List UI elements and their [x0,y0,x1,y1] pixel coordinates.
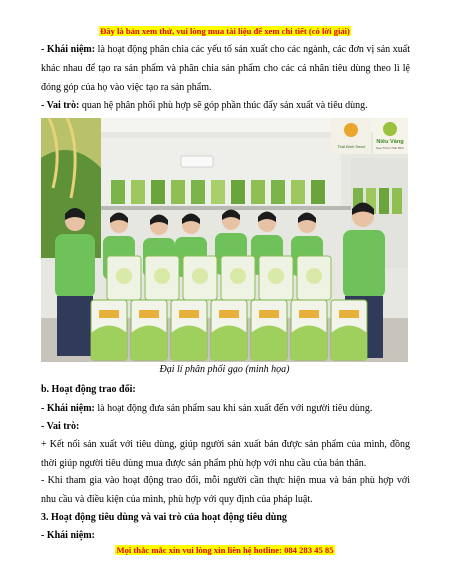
distribution-role: - Vai trò: quan hệ phân phối phù hợp sẽ góp phần thúc đẩy sản xuất và tiêu dùng. [41,100,368,111]
rice-distributor-photo [41,118,408,362]
exchange-role-label: - Vai trò: [41,421,80,432]
photo-illustration [41,118,408,362]
consumption-definition-label: - Khái niệm: [41,530,95,541]
hotline-banner: Mọi thắc mắc xin vui lòng xin liên hệ hotline: 084 283 45 85 [116,545,334,555]
brand-sign-1: Thái Bình Seed [337,144,365,149]
exchange-role-bullet-2: - Khi tham gia vào hoạt động trao đổi, mỗi người cần thực hiện mua và bán phù hợp với nhu cầu và điều kiện của mình, phù hợp với quy định của pháp luật. [41,475,410,505]
preview-banner: Đây là bản xem thử, vui lòng mua tài liệu để xem chi tiết (có lời giải) [100,26,350,36]
distribution-definition: - Khái niệm: là hoạt động phân chia các yếu tố sản xuất cho các ngành, các đơn vị sản xuất khác nhau để tạo ra sản phẩm và phân chia sản phẩm cho các cá nhân tiêu dùng theo lì lệ đóng góp của họ vào việc tạo ra sản phẩm. [41,44,410,93]
photo-caption: Đại lí phân phối gạo (minh họa) [159,364,290,375]
exchange-definition: - Khái niệm: là hoạt động đưa sản phẩm sau khi sản xuất đến với người tiêu dùng. [41,403,373,414]
rice-bags [91,256,367,360]
brand-sign-2: Niêu Vàng [376,139,404,145]
brand-sign-2-sub: Gạo Thơm Thái Bình [375,146,405,150]
consumption-heading: 3. Hoạt động tiêu dùng và vai trò của hoạt động tiêu dùng [41,512,287,523]
exchange-role-bullet-1: + Kết nối sản xuất với tiêu dùng, giúp người sản xuất bán được sản phẩm của mình, đồng thời giúp người tiêu dùng mua được sản phẩm phù hợp với nhu cầu của bản thân. [41,439,410,469]
exchange-heading: b. Hoạt động trao đổi: [41,384,136,395]
